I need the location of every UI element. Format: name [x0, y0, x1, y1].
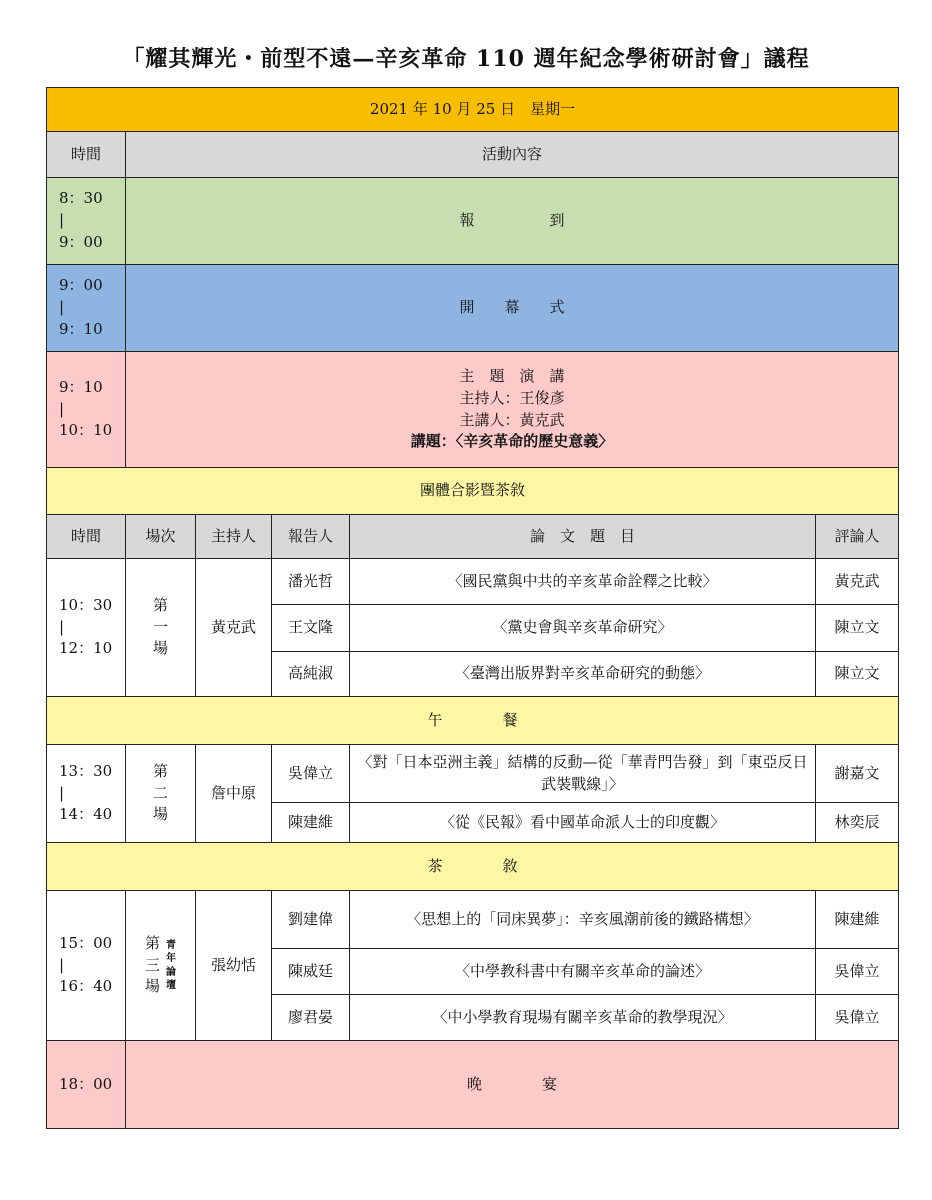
- time-end: 16：40: [59, 977, 113, 996]
- header-session: 場次: [126, 515, 196, 559]
- registration-label: 報 到: [126, 178, 899, 265]
- session-host: 黃克武: [196, 559, 272, 697]
- header-row-2: [47, 515, 899, 559]
- discussant: 陳立文: [816, 652, 899, 697]
- paper-title: 〈對「日本亞洲主義」結構的反動—從「華青門告發」到「東亞反日武裝戰線」〉: [350, 745, 816, 803]
- session-char: 第: [152, 761, 168, 780]
- keynote-title: 主 題 演 講: [459, 367, 565, 385]
- group-photo-row: [47, 468, 899, 515]
- lunch-label: 午 餐: [47, 697, 899, 745]
- discussant: 黃克武: [816, 559, 899, 605]
- paper-title: 〈國民黨與中共的辛亥革命詮釋之比較〉: [350, 559, 816, 605]
- session-char: 第: [152, 595, 168, 614]
- session-label: [126, 559, 196, 697]
- presenter: 吳偉立: [272, 745, 350, 803]
- slot-keynote: [47, 352, 899, 468]
- presenter: 高純淑: [272, 652, 350, 697]
- time-end: 10：10: [59, 421, 113, 440]
- time-end: 12：10: [59, 639, 113, 658]
- time-end: 14：40: [59, 805, 113, 824]
- session-sub-char: 壇: [166, 980, 176, 991]
- session3-row1: [47, 891, 899, 949]
- paper-title: 〈黨史會與辛亥革命研究〉: [350, 605, 816, 652]
- time-start: 9：00: [59, 276, 103, 295]
- header-presenter: 報告人: [272, 515, 350, 559]
- time-sep: |: [59, 211, 65, 230]
- keynote-topic: 講題：〈辛亥革命的歷史意義〉: [410, 432, 614, 451]
- opening-label: 開 幕 式: [126, 265, 899, 352]
- session-char: 第: [144, 933, 160, 952]
- time-start: 9：10: [59, 377, 103, 396]
- time-cell: [47, 265, 126, 352]
- slot-registration: [47, 178, 899, 265]
- paper-title: 〈中小學教育現場有關辛亥革命的教學現況〉: [350, 995, 816, 1041]
- session-sub-char: 年: [166, 953, 176, 964]
- session-sub-char: 青: [166, 939, 176, 951]
- presenter: 劉建偉: [272, 891, 350, 949]
- dinner-time: 18：00: [47, 1041, 126, 1129]
- time-end: 9：00: [59, 232, 103, 251]
- time-cell: [47, 559, 126, 697]
- session-sub-char: 論: [166, 966, 176, 978]
- session-char: 三: [144, 955, 160, 974]
- discussant: 吳偉立: [816, 995, 899, 1041]
- header-row-1: [47, 132, 899, 178]
- date-cell: 2021 年 10 月 25 日 星期一: [47, 88, 899, 132]
- paper-title: 〈思想上的「同床異夢」：辛亥風潮前後的鐵路構想〉: [350, 891, 816, 949]
- page-title: 「耀其輝光・前型不遠—辛亥革命 110 週年紀念學術研討會」議程: [122, 46, 810, 72]
- slot-opening: [47, 265, 899, 352]
- discussant: 林奕辰: [816, 803, 899, 843]
- session-label: [126, 745, 196, 843]
- date-row: [47, 88, 899, 132]
- time-start: 13：30: [59, 761, 113, 780]
- paper-title: 〈臺灣出版界對辛亥革命研究的動態〉: [350, 652, 816, 697]
- time-start: 10：30: [59, 595, 113, 614]
- session-char: 場: [152, 639, 168, 658]
- presenter: 陳建維: [272, 803, 350, 843]
- time-cell: [47, 891, 126, 1041]
- time-sep: |: [59, 399, 65, 418]
- time-cell: [47, 352, 126, 468]
- session-char: 場: [144, 977, 160, 996]
- header-discussant: 評論人: [816, 515, 899, 559]
- session-host: 張幼恬: [196, 891, 272, 1041]
- time-sep: |: [59, 955, 65, 974]
- header-time: 時間: [47, 132, 126, 178]
- dinner-row: [47, 1041, 899, 1129]
- discussant: 謝嘉文: [816, 745, 899, 803]
- presenter: 陳威廷: [272, 949, 350, 995]
- paper-title: 〈從《民報》看中國革命派人士的印度觀〉: [350, 803, 816, 843]
- time-end: 9：10: [59, 319, 103, 338]
- time-sep: |: [59, 783, 65, 802]
- keynote-speaker: 主講人：黃克武: [459, 410, 565, 429]
- paper-title: 〈中學教科書中有關辛亥革命的論述〉: [350, 949, 816, 995]
- session-main: [145, 933, 160, 998]
- session1-row1: [47, 559, 899, 605]
- header-host: 主持人: [196, 515, 272, 559]
- discussant: 陳建維: [816, 891, 899, 949]
- session-sub: [166, 939, 176, 993]
- lunch-row: [47, 697, 899, 745]
- time-cell: [47, 178, 126, 265]
- time-start: 8：30: [59, 189, 103, 208]
- header-paper: 論 文 題 目: [350, 515, 816, 559]
- session-label: [126, 891, 196, 1041]
- agenda-table: [46, 87, 899, 1129]
- session3-label: [132, 933, 189, 998]
- presenter: 王文隆: [272, 605, 350, 652]
- discussant: 吳偉立: [816, 949, 899, 995]
- time-cell: [47, 745, 126, 843]
- session-char: 一: [152, 617, 168, 636]
- keynote-cell: [126, 352, 899, 468]
- dinner-label: 晚 宴: [126, 1041, 899, 1129]
- session-char: 場: [152, 805, 168, 824]
- time-sep: |: [59, 617, 65, 636]
- session-char: 二: [152, 783, 168, 802]
- group-photo-label: 團體合影暨茶敘: [47, 468, 899, 515]
- keynote-host: 主持人：王俊彥: [459, 388, 565, 407]
- header-content: 活動內容: [126, 132, 899, 178]
- time-sep: |: [59, 298, 65, 317]
- tea-row: [47, 843, 899, 891]
- time-start: 15：00: [59, 933, 113, 952]
- presenter: 廖君晏: [272, 995, 350, 1041]
- tea-label: 茶 敘: [47, 843, 899, 891]
- session-host: 詹中原: [196, 745, 272, 843]
- session2-row1: [47, 745, 899, 803]
- discussant: 陳立文: [816, 605, 899, 652]
- presenter: 潘光哲: [272, 559, 350, 605]
- header-time: 時間: [47, 515, 126, 559]
